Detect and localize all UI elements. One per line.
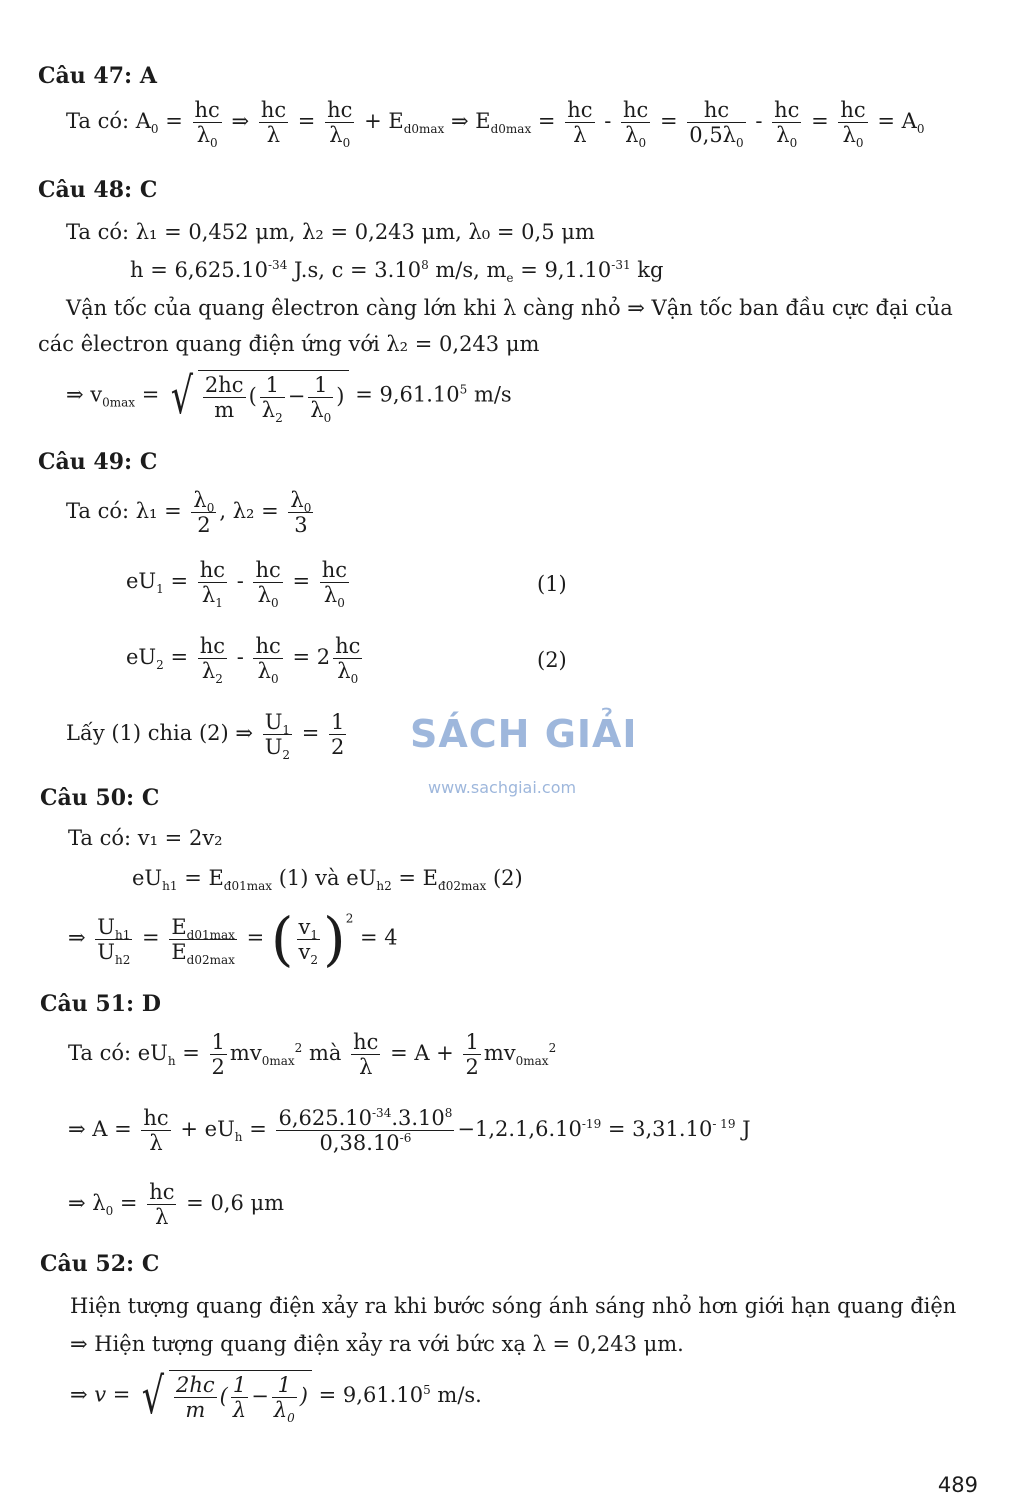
q52-para1: Hiện tượng quang điện xảy ra khi bước sóng ánh sáng nhỏ hơn giới hạn quang điện	[70, 1294, 957, 1318]
q50-energies: $eU_{h1} = E_{đ01max}$ (1) và $eU_{h2} = E_{đ02max}$ (2)	[132, 866, 523, 894]
q49-eq2: $eU_2$ = $\frac{hc}{\lambda_2}$ - $\frac{hc}{\lambda_0}$ = 2 $\frac{hc}{\lambda_0}$	[126, 634, 361, 687]
q49-eq1: $eU_1$ = $\frac{hc}{\lambda_1}$ - $\frac{hc}{\lambda_0}$ = $\frac{hc}{\lambda_0}$	[126, 558, 348, 611]
q52-formula: ⇒ v = √ $\frac{2hc}{m}$ ( $\frac{1}{\lambda}$ − $\frac{1}{\lambda_0}$ ) = $9,61.10^5$ m/s.	[70, 1367, 482, 1426]
q51-eq3: ⇒ $\lambda_0$ = $\frac{hc}{\lambda}$ = 0,6 μm	[68, 1180, 285, 1229]
q52-para2: ⇒ Hiện tượng quang điện xảy ra với bức xạ λ = 0,243 μm.	[70, 1332, 684, 1356]
q50-given: Ta có: v₁ = 2v₂	[68, 826, 223, 850]
q48-title: Câu 48: C	[38, 177, 158, 203]
q50-ratio: ⇒ $\frac{U_{h1}}{U_{h2}}$ = $E_{d01max}$ $E_{d02max}$ = ( $\frac{v_1}{v_2}$ )$^2$ = 4	[68, 905, 398, 973]
q47-title: Câu 47: A	[38, 63, 157, 89]
q49-ratio: Lấy (1) chia (2) ⇒ $\frac{U_1}{U_2}$ = $\frac{1}{2}$	[66, 710, 345, 763]
q48-para1: Vận tốc của quang êlectron càng lớn khi λ càng nhỏ ⇒ Vận tốc ban đầu cực đại của	[66, 296, 953, 320]
q52-title: Câu 52: C	[40, 1251, 160, 1277]
q51-title: Câu 51: D	[40, 991, 161, 1017]
q48-velocity-formula: ⇒ $v_{0max}$ = √ $\frac{2hc}{m}$ ( $\frac{1}{\lambda_2}$ − $\frac{1}{\lambda_0}$ ) = $9,61.10^5$ m/s	[66, 367, 512, 426]
q49-tag2: (2)	[537, 648, 567, 672]
q51-eq2: ⇒ A = $\frac{hc}{\lambda}$ + $eU_h$ = $\frac{6,625.10^{-34}.3.10^8}{0,38.10^{-6}}$ $-1,2.1,6.10^{-19} = 3,31.10^{- 19}$ J	[68, 1106, 751, 1155]
watermark-brand: SÁCH GIẢI	[410, 712, 638, 756]
q49-given: Ta có: λ₁ = $\frac{\lambda_0}{2}$ , λ₂ = $\frac{\lambda_0}{3}$	[66, 488, 312, 537]
watermark-url: www.sachgiai.com	[428, 778, 577, 797]
q49-title: Câu 49: C	[38, 449, 158, 475]
page-number: 489	[937, 1473, 978, 1497]
q48-constants: $h = 6,625.10^{-34}$ J.s, $c = 3.10^8$ m/s, $m_e = 9,1.10^{-31}$ kg	[130, 258, 664, 286]
q48-given: Ta có: λ₁ = 0,452 μm, λ₂ = 0,243 μm, λ₀ = 0,5 μm	[66, 220, 595, 244]
q47-equation: Ta có: $A_0$ = $\frac{hc}{\lambda_0}$ ⇒ $\frac{hc}{\lambda}$ = $\frac{hc}{\lambda_0}$ + $E_{d0max}$ ⇒ $E_{d0max}$ = $\frac{hc}{\lambda}$ - $\frac{hc}{\lambda_0}$ = $\frac{hc}{0,5\lambda_0}$ - $\frac{hc}{\lambda_0}$ = $\frac{hc}{\lambda_0}$ = $A_0$	[66, 98, 925, 151]
q50-title: Câu 50: C	[40, 785, 160, 811]
q49-tag1: (1)	[537, 572, 567, 596]
q51-eq1: Ta có: $eU_h$ = $\frac{1}{2}$ $mv_{0max}^2$ mà $\frac{hc}{\lambda}$ = A + $\frac{1}{2}$ $mv_{0max}^2$	[68, 1030, 557, 1079]
q48-para2: các êlectron quang điện ứng với λ₂ = 0,243 μm	[38, 332, 540, 356]
